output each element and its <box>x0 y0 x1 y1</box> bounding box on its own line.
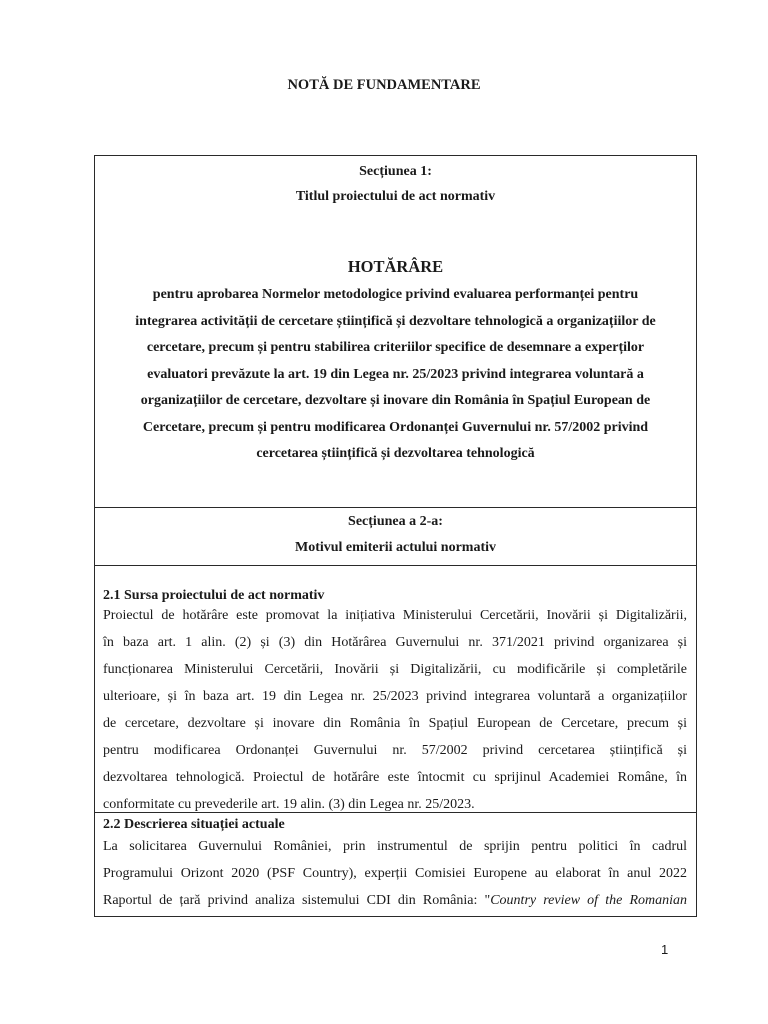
row-divider <box>95 812 696 813</box>
act-title-line: cercetare, precum și pentru stabilirea criteriilor specifice de desemnare a experților <box>146 340 645 355</box>
act-title-line: organizațiilor de cercetare, dezvoltare și inovare din România în Spațiul European de <box>140 393 651 408</box>
section2-heading: Secțiunea a 2-a: <box>348 514 443 529</box>
paragraph-line: în baza art. 1 alin. (2) și (3) din Hotărârea Guvernului nr. 371/2021 privind organizarea și <box>103 635 687 650</box>
paragraph-line: funcționarea Ministerului Cercetării, Inovării și Digitalizării, cu modificările și completările <box>103 662 687 677</box>
act-title <box>105 282 686 468</box>
report-title-italic: Country review of the Romanian <box>490 893 687 908</box>
subsection-2-2-text <box>103 833 687 914</box>
paragraph-line: conformitate cu prevederile art. 19 alin. (3) din Legea nr. 25/2023. <box>103 797 475 812</box>
document-title: NOTĂ DE FUNDAMENTARE <box>287 77 481 93</box>
paragraph-line: Proiectul de hotărâre este promovat la inițiativa Ministerului Cercetării, Inovării și Digitalizării, <box>103 608 687 623</box>
act-type: HOTĂRÂRE <box>347 257 444 276</box>
section1-subheading: Titlul proiectului de act normativ <box>295 189 496 204</box>
act-title-line: cercetarea științifică și dezvoltarea tehnologică <box>256 446 535 461</box>
content-table <box>94 155 697 917</box>
paragraph-line: La solicitarea Guvernului României, prin instrumentul de sprijin pentru politici în cadrul <box>103 839 687 854</box>
section2-subheading: Motivul emiterii actului normativ <box>294 540 497 555</box>
section1-heading: Secțiunea 1: <box>359 164 432 179</box>
act-title-line: evaluatori prevăzute la art. 19 din Legea nr. 25/2023 privind integrarea voluntară a <box>147 366 644 382</box>
paragraph-line <box>103 887 687 914</box>
paragraph-text: Raportul de țară privind analiza sistemului CDI din România: " <box>103 893 491 908</box>
page-number: 1 <box>661 942 669 957</box>
paragraph-line: ulterioare, și în baza art. 19 din Legea nr. 25/2023 privind integrarea voluntară a organizațiilor <box>103 689 687 704</box>
paragraph-line: dezvoltarea tehnologică. Proiectul de hotărâre este întocmit cu sprijinul Academiei Române, în <box>103 770 687 785</box>
row-divider <box>95 565 696 566</box>
subsection-2-2-title: 2.2 Descrierea situației actuale <box>103 817 285 832</box>
paragraph-line: de cercetare, dezvoltare și inovare din România în Spațiul European de Cercetare, precum și <box>103 716 687 731</box>
subsection-2-1-text <box>103 602 687 818</box>
subsection-2-1-title: 2.1 Sursa proiectului de act normativ <box>103 588 325 603</box>
paragraph-line: Programului Orizont 2020 (PSF Country), experții Comisiei Europene au elaborat în anul 2022 <box>103 866 687 881</box>
row-divider <box>95 507 696 508</box>
paragraph-line: pentru modificarea Ordonanței Guvernului nr. 57/2002 privind cercetarea științifică și <box>103 743 687 758</box>
act-title-line: pentru aprobarea Normelor metodologice privind evaluarea performanței pentru <box>152 287 639 302</box>
act-title-line: Cercetare, precum și pentru modificarea Ordonanței Guvernului nr. 57/2002 privind <box>142 419 649 435</box>
act-title-line: integrarea activității de cercetare științifică și dezvoltare tehnologică a organizațiilor de <box>135 313 656 329</box>
